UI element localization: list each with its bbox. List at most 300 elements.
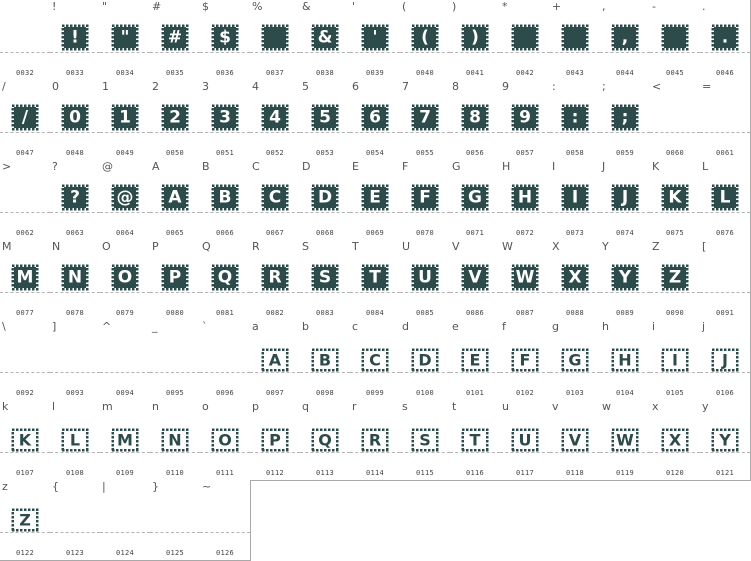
- glyph-cell: [700, 160, 751, 241]
- glyph-character: P: [152, 240, 159, 253]
- glyph-letter: 0: [69, 107, 81, 127]
- glyph-cell: [150, 80, 201, 161]
- baseline-guide: [0, 532, 50, 533]
- glyph-letter: B: [218, 187, 232, 207]
- baseline-guide: [550, 452, 600, 453]
- glyph-letter: N: [168, 430, 182, 450]
- glyph-code: 0106: [715, 389, 735, 397]
- baseline-guide: [150, 132, 200, 133]
- glyph-cell: [700, 240, 751, 321]
- glyph-code: 0104: [615, 389, 635, 397]
- glyph-cell: [300, 320, 351, 401]
- baseline-guide: [700, 212, 750, 213]
- glyph-cell: [250, 400, 301, 481]
- glyph-preview: [461, 24, 489, 51]
- glyph-cell: [0, 320, 51, 401]
- glyph-character: R: [252, 240, 260, 253]
- glyph-character: t: [452, 400, 457, 413]
- baseline-guide: [450, 52, 500, 53]
- glyph-cell: [0, 160, 51, 241]
- glyph-code: 0059: [615, 149, 635, 157]
- baseline-guide: [350, 452, 400, 453]
- glyph-cell: [650, 160, 701, 241]
- glyph-preview: [311, 348, 339, 372]
- glyph-code: 0060: [665, 149, 685, 157]
- glyph-character: f: [502, 320, 506, 333]
- baseline-guide: [700, 52, 750, 53]
- baseline-guide: [300, 372, 350, 373]
- glyph-cell: [250, 160, 301, 241]
- glyph-code: 0081: [215, 309, 235, 317]
- glyph-character: u: [502, 400, 509, 413]
- baseline-guide: [50, 212, 100, 213]
- glyph-character: ]: [52, 320, 57, 333]
- baseline-guide: [650, 372, 700, 373]
- glyph-cell: [100, 320, 151, 401]
- baseline-guide: [550, 132, 600, 133]
- glyph-cell: [0, 240, 51, 321]
- glyph-preview: [311, 184, 339, 211]
- glyph-code: 0071: [465, 229, 485, 237]
- glyph-cell: [350, 80, 401, 161]
- glyph-code: 0094: [115, 389, 135, 397]
- baseline-guide: [0, 52, 50, 53]
- glyph-cell: [350, 320, 401, 401]
- glyph-cell: [650, 320, 701, 401]
- glyph-code: 0101: [465, 389, 485, 397]
- glyph-cell: [600, 80, 651, 161]
- glyph-character: K: [652, 160, 660, 173]
- glyph-character: A: [152, 160, 160, 173]
- glyph-character: s: [402, 400, 408, 413]
- glyph-code: 0048: [65, 149, 85, 157]
- glyph-letter: S: [419, 430, 431, 450]
- glyph-character: 1: [102, 80, 109, 93]
- glyph-preview: [261, 264, 289, 291]
- glyph-preview: [461, 104, 489, 131]
- glyph-character: j: [702, 320, 706, 333]
- glyph-cell: [250, 80, 301, 161]
- glyph-letter: Z: [19, 510, 31, 530]
- baseline-guide: [450, 452, 500, 453]
- glyph-cell: [150, 0, 201, 81]
- glyph-preview: [161, 428, 189, 452]
- glyph-cell: [600, 240, 651, 321]
- glyph-letter: K: [668, 187, 682, 207]
- glyph-cell: [650, 240, 701, 321]
- baseline-guide: [600, 292, 650, 293]
- glyph-cell: [200, 160, 251, 241]
- glyph-character: ,: [602, 0, 606, 13]
- glyph-character: +: [552, 0, 562, 13]
- glyph-cell: [500, 320, 551, 401]
- glyph-cell: [400, 160, 451, 241]
- glyph-character: 6: [352, 80, 359, 93]
- glyph-preview: [11, 508, 39, 532]
- glyph-character: c: [352, 320, 359, 333]
- glyph-letter: R: [368, 430, 382, 450]
- glyph-character: 2: [152, 80, 159, 93]
- glyph-cell: [100, 0, 151, 81]
- baseline-guide: [300, 212, 350, 213]
- baseline-guide: [150, 532, 200, 533]
- glyph-cell: [450, 0, 501, 81]
- glyph-preview: [561, 264, 589, 291]
- glyph-character: >: [2, 160, 12, 173]
- baseline-guide: [500, 132, 550, 133]
- glyph-character: *: [502, 0, 508, 13]
- glyph-preview: [661, 24, 689, 51]
- glyph-character: y: [702, 400, 709, 413]
- glyph-cell: [50, 80, 101, 161]
- glyph-cell: [550, 320, 601, 401]
- glyph-code: 0065: [165, 229, 185, 237]
- glyph-cell: [200, 80, 251, 161]
- glyph-code: 0056: [465, 149, 485, 157]
- glyph-cell: [300, 240, 351, 321]
- glyph-cell: [150, 480, 201, 561]
- glyph-character: .: [702, 0, 706, 13]
- glyph-cell: [400, 80, 451, 161]
- glyph-preview: [711, 24, 739, 51]
- glyph-preview: [11, 104, 39, 131]
- glyph-preview: [611, 184, 639, 211]
- baseline-guide: [250, 212, 300, 213]
- glyph-preview: [111, 184, 139, 211]
- glyph-letter: V: [568, 430, 582, 450]
- glyph-letter: E: [369, 187, 381, 207]
- baseline-guide: [450, 132, 500, 133]
- glyph-cell: [0, 480, 51, 561]
- baseline-guide: [650, 452, 700, 453]
- glyph-character: v: [552, 400, 559, 413]
- glyph-preview: [611, 24, 639, 51]
- glyph-preview: [61, 184, 89, 211]
- glyph-code: 0051: [215, 149, 235, 157]
- baseline-guide: [400, 292, 450, 293]
- baseline-guide: [100, 212, 150, 213]
- glyph-character: E: [352, 160, 359, 173]
- baseline-guide: [200, 452, 250, 453]
- glyph-code: 0109: [115, 469, 135, 477]
- glyph-cell: [550, 160, 601, 241]
- glyph-character: <: [652, 80, 662, 93]
- glyph-code: 0057: [515, 149, 535, 157]
- glyph-character: \: [2, 320, 6, 333]
- glyph-letter: (: [421, 27, 429, 47]
- glyph-preview: [61, 24, 89, 51]
- glyph-preview: [11, 264, 39, 291]
- baseline-guide: [0, 452, 50, 453]
- glyph-code: 0069: [365, 229, 385, 237]
- baseline-guide: [450, 372, 500, 373]
- glyph-letter: U: [518, 430, 532, 450]
- glyph-code: 0095: [165, 389, 185, 397]
- baseline-guide: [500, 52, 550, 53]
- glyph-letter: Y: [618, 267, 632, 287]
- glyph-preview: [561, 184, 589, 211]
- glyph-code: 0102: [515, 389, 535, 397]
- glyph-preview: [111, 428, 139, 452]
- glyph-code: 0032: [15, 69, 35, 77]
- glyph-letter: H: [517, 187, 533, 207]
- glyph-character: q: [302, 400, 309, 413]
- glyph-cell: [100, 80, 151, 161]
- baseline-guide: [50, 292, 100, 293]
- glyph-character: U: [402, 240, 411, 253]
- glyph-cell: [600, 160, 651, 241]
- glyph-cell: [200, 480, 251, 561]
- glyph-cell: [350, 0, 401, 81]
- glyph-character: 0: [52, 80, 59, 93]
- glyph-character: %: [252, 0, 263, 13]
- glyph-letter: $: [219, 27, 231, 47]
- glyph-cell: [0, 80, 51, 161]
- glyph-letter: F: [419, 187, 431, 207]
- baseline-guide: [350, 212, 400, 213]
- glyph-character: |: [102, 480, 106, 493]
- baseline-guide: [500, 212, 550, 213]
- glyph-character: ?: [52, 160, 58, 173]
- glyph-cell: [100, 480, 151, 561]
- glyph-preview: [261, 348, 289, 372]
- glyph-preview: [461, 184, 489, 211]
- glyph-letter: ;: [621, 107, 629, 127]
- baseline-guide: [100, 52, 150, 53]
- glyph-letter: L: [719, 187, 731, 207]
- glyph-letter: L: [69, 430, 81, 450]
- glyph-preview: [261, 104, 289, 131]
- glyph-character: r: [352, 400, 357, 413]
- glyph-cell: [650, 80, 701, 161]
- baseline-guide: [550, 212, 600, 213]
- glyph-code: 0084: [365, 309, 385, 317]
- baseline-guide: [50, 532, 100, 533]
- baseline-guide: [550, 52, 600, 53]
- baseline-guide: [50, 452, 100, 453]
- glyph-code: 0107: [15, 469, 35, 477]
- glyph-preview: [361, 104, 389, 131]
- glyph-character: =: [702, 80, 712, 93]
- glyph-cell: [500, 160, 551, 241]
- glyph-preview: [361, 264, 389, 291]
- glyph-character: ^: [102, 320, 112, 333]
- glyph-character: O: [102, 240, 111, 253]
- glyph-character: o: [202, 400, 209, 413]
- glyph-preview: [211, 104, 239, 131]
- glyph-code: 0078: [65, 309, 85, 317]
- glyph-character: 3: [202, 80, 209, 93]
- baseline-guide: [50, 372, 100, 373]
- glyph-cell: [200, 0, 251, 81]
- glyph-cell: [50, 160, 101, 241]
- baseline-guide: [300, 52, 350, 53]
- baseline-guide: [100, 372, 150, 373]
- glyph-letter: Q: [318, 430, 332, 450]
- glyph-letter: W: [616, 430, 634, 450]
- glyph-code: 0062: [15, 229, 35, 237]
- stamp-tile-solid: [661, 24, 689, 51]
- glyph-preview: [411, 348, 439, 372]
- glyph-code: 0096: [215, 389, 235, 397]
- glyph-preview: [161, 24, 189, 51]
- baseline-guide: [700, 292, 750, 293]
- glyph-letter: ': [372, 27, 378, 47]
- glyph-character: Z: [652, 240, 660, 253]
- glyph-letter: /: [21, 107, 29, 127]
- glyph-letter: ?: [70, 187, 80, 207]
- glyph-cell: [550, 80, 601, 161]
- baseline-guide: [600, 212, 650, 213]
- glyph-cell: [50, 400, 101, 481]
- glyph-preview: [461, 264, 489, 291]
- glyph-code: 0115: [415, 469, 435, 477]
- glyph-character: 4: [252, 80, 259, 93]
- glyph-letter: S: [318, 267, 332, 287]
- baseline-guide: [550, 372, 600, 373]
- baseline-guide: [250, 452, 300, 453]
- glyph-letter: #: [167, 27, 183, 47]
- glyph-character: ): [452, 0, 457, 13]
- baseline-guide: [100, 132, 150, 133]
- glyph-cell: [150, 160, 201, 241]
- glyph-preview: [61, 428, 89, 452]
- baseline-guide: [600, 452, 650, 453]
- glyph-code: 0049: [115, 149, 135, 157]
- glyph-code: 0074: [615, 229, 635, 237]
- glyph-code: 0045: [665, 69, 685, 77]
- glyph-character: N: [52, 240, 61, 253]
- glyph-preview: [111, 264, 139, 291]
- baseline-guide: [400, 52, 450, 53]
- baseline-guide: [200, 292, 250, 293]
- glyph-preview: [111, 24, 139, 51]
- glyph-character: /: [2, 80, 6, 93]
- glyph-cell: [500, 240, 551, 321]
- glyph-character: }: [152, 480, 159, 493]
- glyph-letter: J: [722, 350, 728, 370]
- glyph-cell: [350, 160, 401, 241]
- glyph-character: B: [202, 160, 210, 173]
- glyph-preview: [261, 24, 289, 51]
- glyph-cell: [500, 80, 551, 161]
- glyph-character: h: [602, 320, 609, 333]
- glyph-preview: [261, 428, 289, 452]
- glyph-code: 0093: [65, 389, 85, 397]
- glyph-letter: N: [67, 267, 83, 287]
- baseline-guide: [0, 372, 50, 373]
- glyph-character: [: [702, 240, 707, 253]
- glyph-preview: [711, 428, 739, 452]
- baseline-guide: [500, 292, 550, 293]
- glyph-code: 0110: [165, 469, 185, 477]
- glyph-cell: [350, 400, 401, 481]
- baseline-guide: [400, 132, 450, 133]
- glyph-preview: [261, 184, 289, 211]
- glyph-letter: ,: [621, 27, 629, 47]
- baseline-guide: [400, 372, 450, 373]
- glyph-character: e: [452, 320, 459, 333]
- glyph-letter: J: [621, 187, 629, 207]
- glyph-preview: [561, 104, 589, 131]
- glyph-character: #: [152, 0, 162, 13]
- glyph-code: 0044: [615, 69, 635, 77]
- glyph-code: 0034: [115, 69, 135, 77]
- glyph-cell: [500, 0, 551, 81]
- glyph-cell: [600, 0, 651, 81]
- glyph-code: 0126: [215, 549, 235, 557]
- glyph-code: 0047: [15, 149, 35, 157]
- glyph-letter: 5: [319, 107, 331, 127]
- glyph-letter: 6: [369, 107, 381, 127]
- glyph-code: 0050: [165, 149, 185, 157]
- glyph-letter: 7: [419, 107, 431, 127]
- baseline-guide: [600, 52, 650, 53]
- glyph-code: 0082: [265, 309, 285, 317]
- glyph-cell: [50, 0, 101, 81]
- glyph-character: ': [352, 0, 356, 13]
- glyph-cell: [250, 0, 301, 81]
- baseline-guide: [350, 52, 400, 53]
- glyph-preview: [611, 264, 639, 291]
- glyph-preview: [211, 24, 239, 51]
- glyph-code: 0042: [515, 69, 535, 77]
- glyph-letter: U: [418, 267, 432, 287]
- glyph-code: 0088: [565, 309, 585, 317]
- glyph-code: 0055: [415, 149, 435, 157]
- glyph-cell: [600, 320, 651, 401]
- glyph-cell: [50, 240, 101, 321]
- glyph-cell: [150, 400, 201, 481]
- glyph-cell: [250, 240, 301, 321]
- glyph-letter: I: [672, 350, 678, 370]
- glyph-preview: [611, 348, 639, 372]
- baseline-guide: [100, 452, 150, 453]
- glyph-code: 0039: [365, 69, 385, 77]
- glyph-character: 9: [502, 80, 509, 93]
- baseline-guide: [200, 132, 250, 133]
- glyph-code: 0033: [65, 69, 85, 77]
- glyph-preview: [311, 104, 339, 131]
- glyph-code: 0116: [465, 469, 485, 477]
- baseline-guide: [250, 52, 300, 53]
- glyph-character: @: [102, 160, 113, 173]
- glyph-letter: G: [468, 187, 482, 207]
- glyph-letter: Y: [719, 430, 731, 450]
- glyph-letter: !: [71, 27, 79, 47]
- glyph-code: 0112: [265, 469, 285, 477]
- glyph-character: D: [302, 160, 311, 173]
- glyph-letter: T: [469, 430, 481, 450]
- glyph-preview: [661, 428, 689, 452]
- glyph-letter: 8: [469, 107, 481, 127]
- glyph-code: 0037: [265, 69, 285, 77]
- glyph-cell: [450, 240, 501, 321]
- glyph-code: 0046: [715, 69, 735, 77]
- baseline-guide: [450, 292, 500, 293]
- baseline-guide: [150, 52, 200, 53]
- baseline-guide: [250, 372, 300, 373]
- glyph-preview: [561, 24, 589, 51]
- glyph-letter: D: [418, 350, 432, 370]
- glyph-letter: 9: [519, 107, 531, 127]
- glyph-preview: [461, 348, 489, 372]
- glyph-preview: [161, 264, 189, 291]
- baseline-guide: [650, 212, 700, 213]
- glyph-code: 0061: [715, 149, 735, 157]
- glyph-code: 0083: [315, 309, 335, 317]
- glyph-code: 0076: [715, 229, 735, 237]
